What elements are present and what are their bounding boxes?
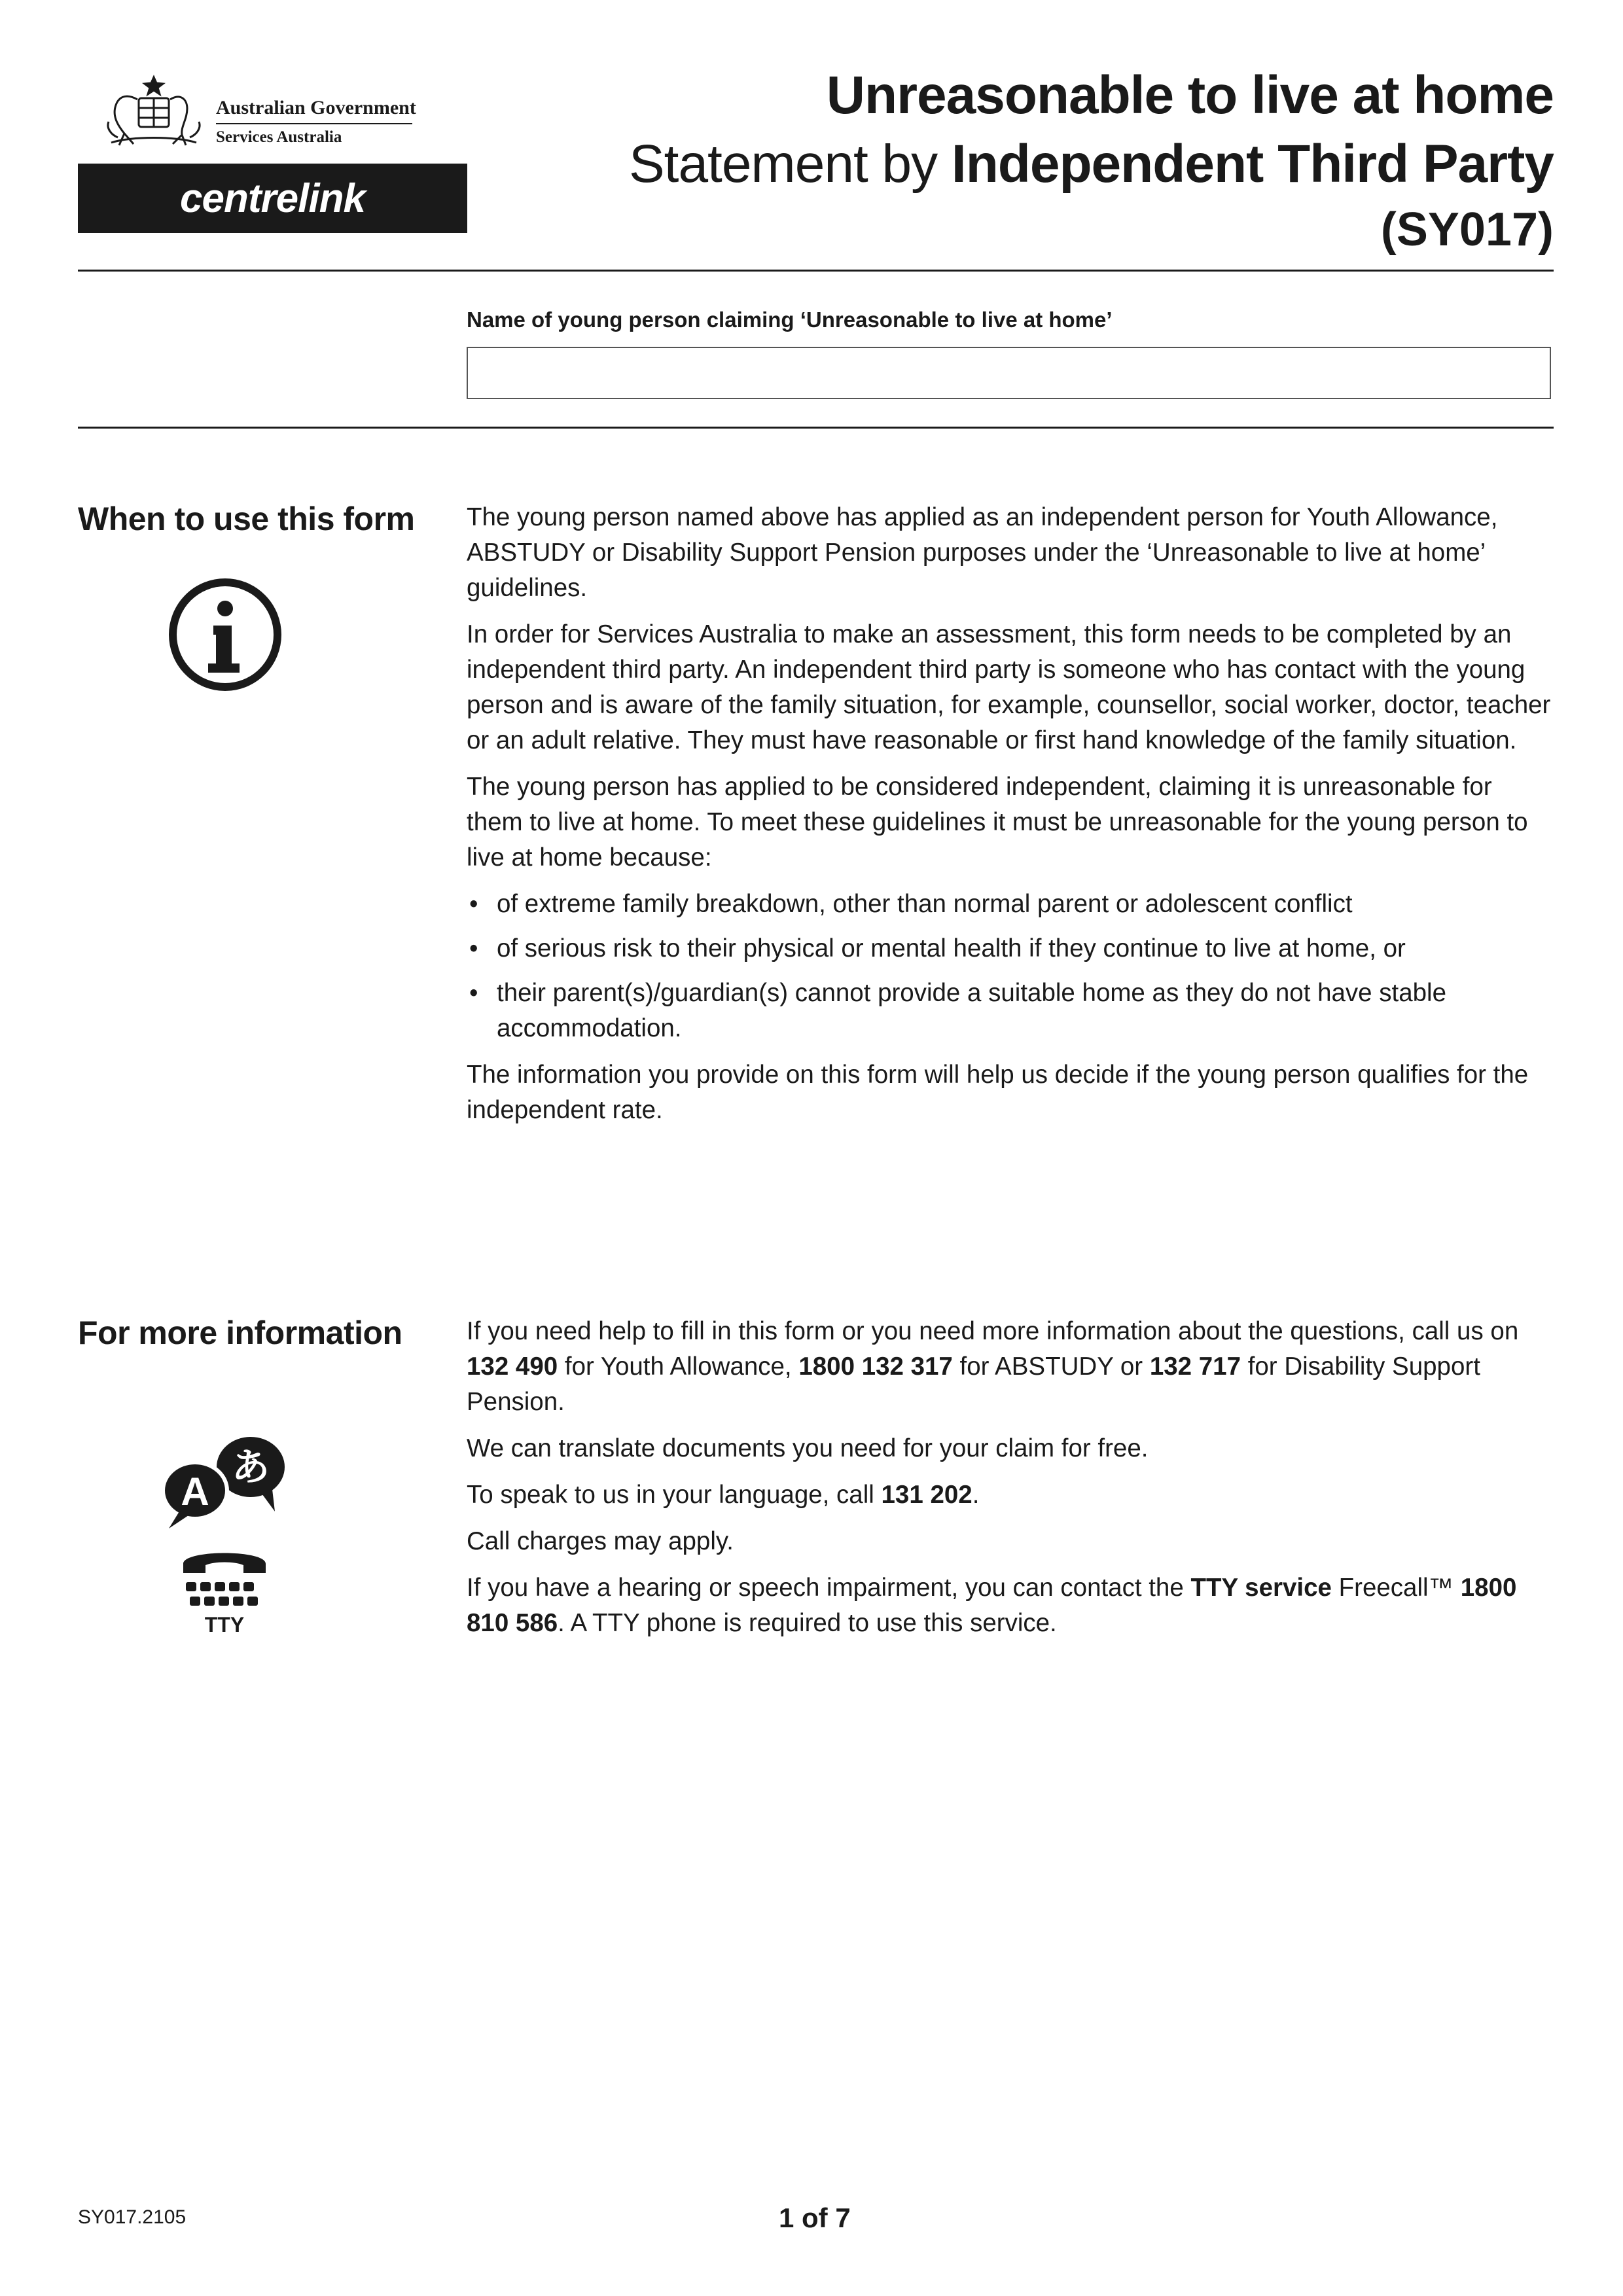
reasons-list (467, 887, 1553, 1046)
header-divider (78, 270, 1554, 272)
page-number: 1 of 7 (779, 2202, 851, 2233)
tty-phone-icon (175, 1544, 274, 1642)
form-version-code: SY017.2105 (78, 2206, 187, 2228)
list-item: • of serious risk to their physical or mental health if they continue to live at home, or (467, 931, 1553, 966)
outcome-paragraph: The information you provide on this form will help us decide if the young person qualifies for the independent rate. (467, 1061, 1529, 1124)
form-subtitle: Statement by Independent Third Party (628, 134, 1554, 194)
when-to-use-body (467, 500, 1553, 1139)
intro-paragraph: The young person named above has applied as an independent person for Youth Allowance, ABSTUDY or Disability Support Pension purposes under the ‘Unreasonable to live at home’ guidelines. (467, 503, 1498, 602)
name-section-divider (78, 427, 1554, 429)
when-to-use-heading: When to use this form (78, 501, 415, 537)
translation-paragraph: We can translate documents you need for your claim for free. (467, 1434, 1149, 1462)
list-item: • of extreme family breakdown, other than normal parent or adolescent conflict (467, 887, 1553, 922)
young-person-name-label: Name of young person claiming ‘Unreasonable to live at home’ (467, 308, 1113, 332)
form-title: Unreasonable to live at home (826, 65, 1554, 125)
youth-allowance-phone: 132 490 (467, 1352, 558, 1381)
young-person-name-input[interactable] (467, 347, 1551, 399)
info-icon (166, 576, 284, 694)
more-info-heading: For more information (78, 1315, 402, 1351)
tty-paragraph: If you have a hearing or speech impairment, you can contact the TTY service Freecall™ 1800 810 586. A TTY phone is required to use this service. (467, 1574, 1517, 1637)
guidelines-paragraph: The young person has applied to be considered independent, claiming it is unreasonable for them to live at home. To meet these guidelines it must be unreasonable for the young person to live at home because: (467, 773, 1528, 872)
agency-divider (216, 123, 412, 124)
centrelink-logo: centrelink (78, 164, 467, 233)
form-code: (SY017) (1380, 203, 1554, 256)
language-paragraph: To speak to us in your language, call 131 202. (467, 1481, 980, 1509)
svg-text:A: A (181, 1470, 209, 1513)
help-paragraph: If you need help to fill in this form or you need more information about the questions, call us on 132 490 for Youth Allowance, 1800 132 317 for ABSTUDY or 132 717 for Disability Support Pension. (467, 1317, 1519, 1416)
translation-icon (156, 1426, 293, 1531)
more-info-body (467, 1314, 1553, 1652)
tty-icon-label: TTY (204, 1613, 245, 1636)
coat-of-arms-logo (98, 72, 209, 150)
svg-text:あ: あ (231, 1445, 270, 1489)
agency-name: Australian Government (216, 97, 416, 118)
abstudy-phone: 1800 132 317 (798, 1352, 953, 1381)
dsp-phone: 132 717 (1149, 1352, 1241, 1381)
list-item: • their parent(s)/guardian(s) cannot provide a suitable home as they do not have stable accommodation. (467, 976, 1553, 1046)
assessment-paragraph: In order for Services Australia to make an assessment, this form needs to be completed by an independent third party. An independent third party is someone who has contact with the young person and is aware of the family situation, for example, counsellor, social worker, doctor, teacher or an adult relative. They must have reasonable or first hand knowledge of the family situation. (467, 620, 1551, 754)
tty-phone: 1800 810 586 (467, 1574, 1517, 1637)
language-phone: 131 202 (881, 1481, 972, 1509)
call-charges-paragraph: Call charges may apply. (467, 1527, 734, 1555)
agency-subname: Services Australia (216, 128, 342, 146)
